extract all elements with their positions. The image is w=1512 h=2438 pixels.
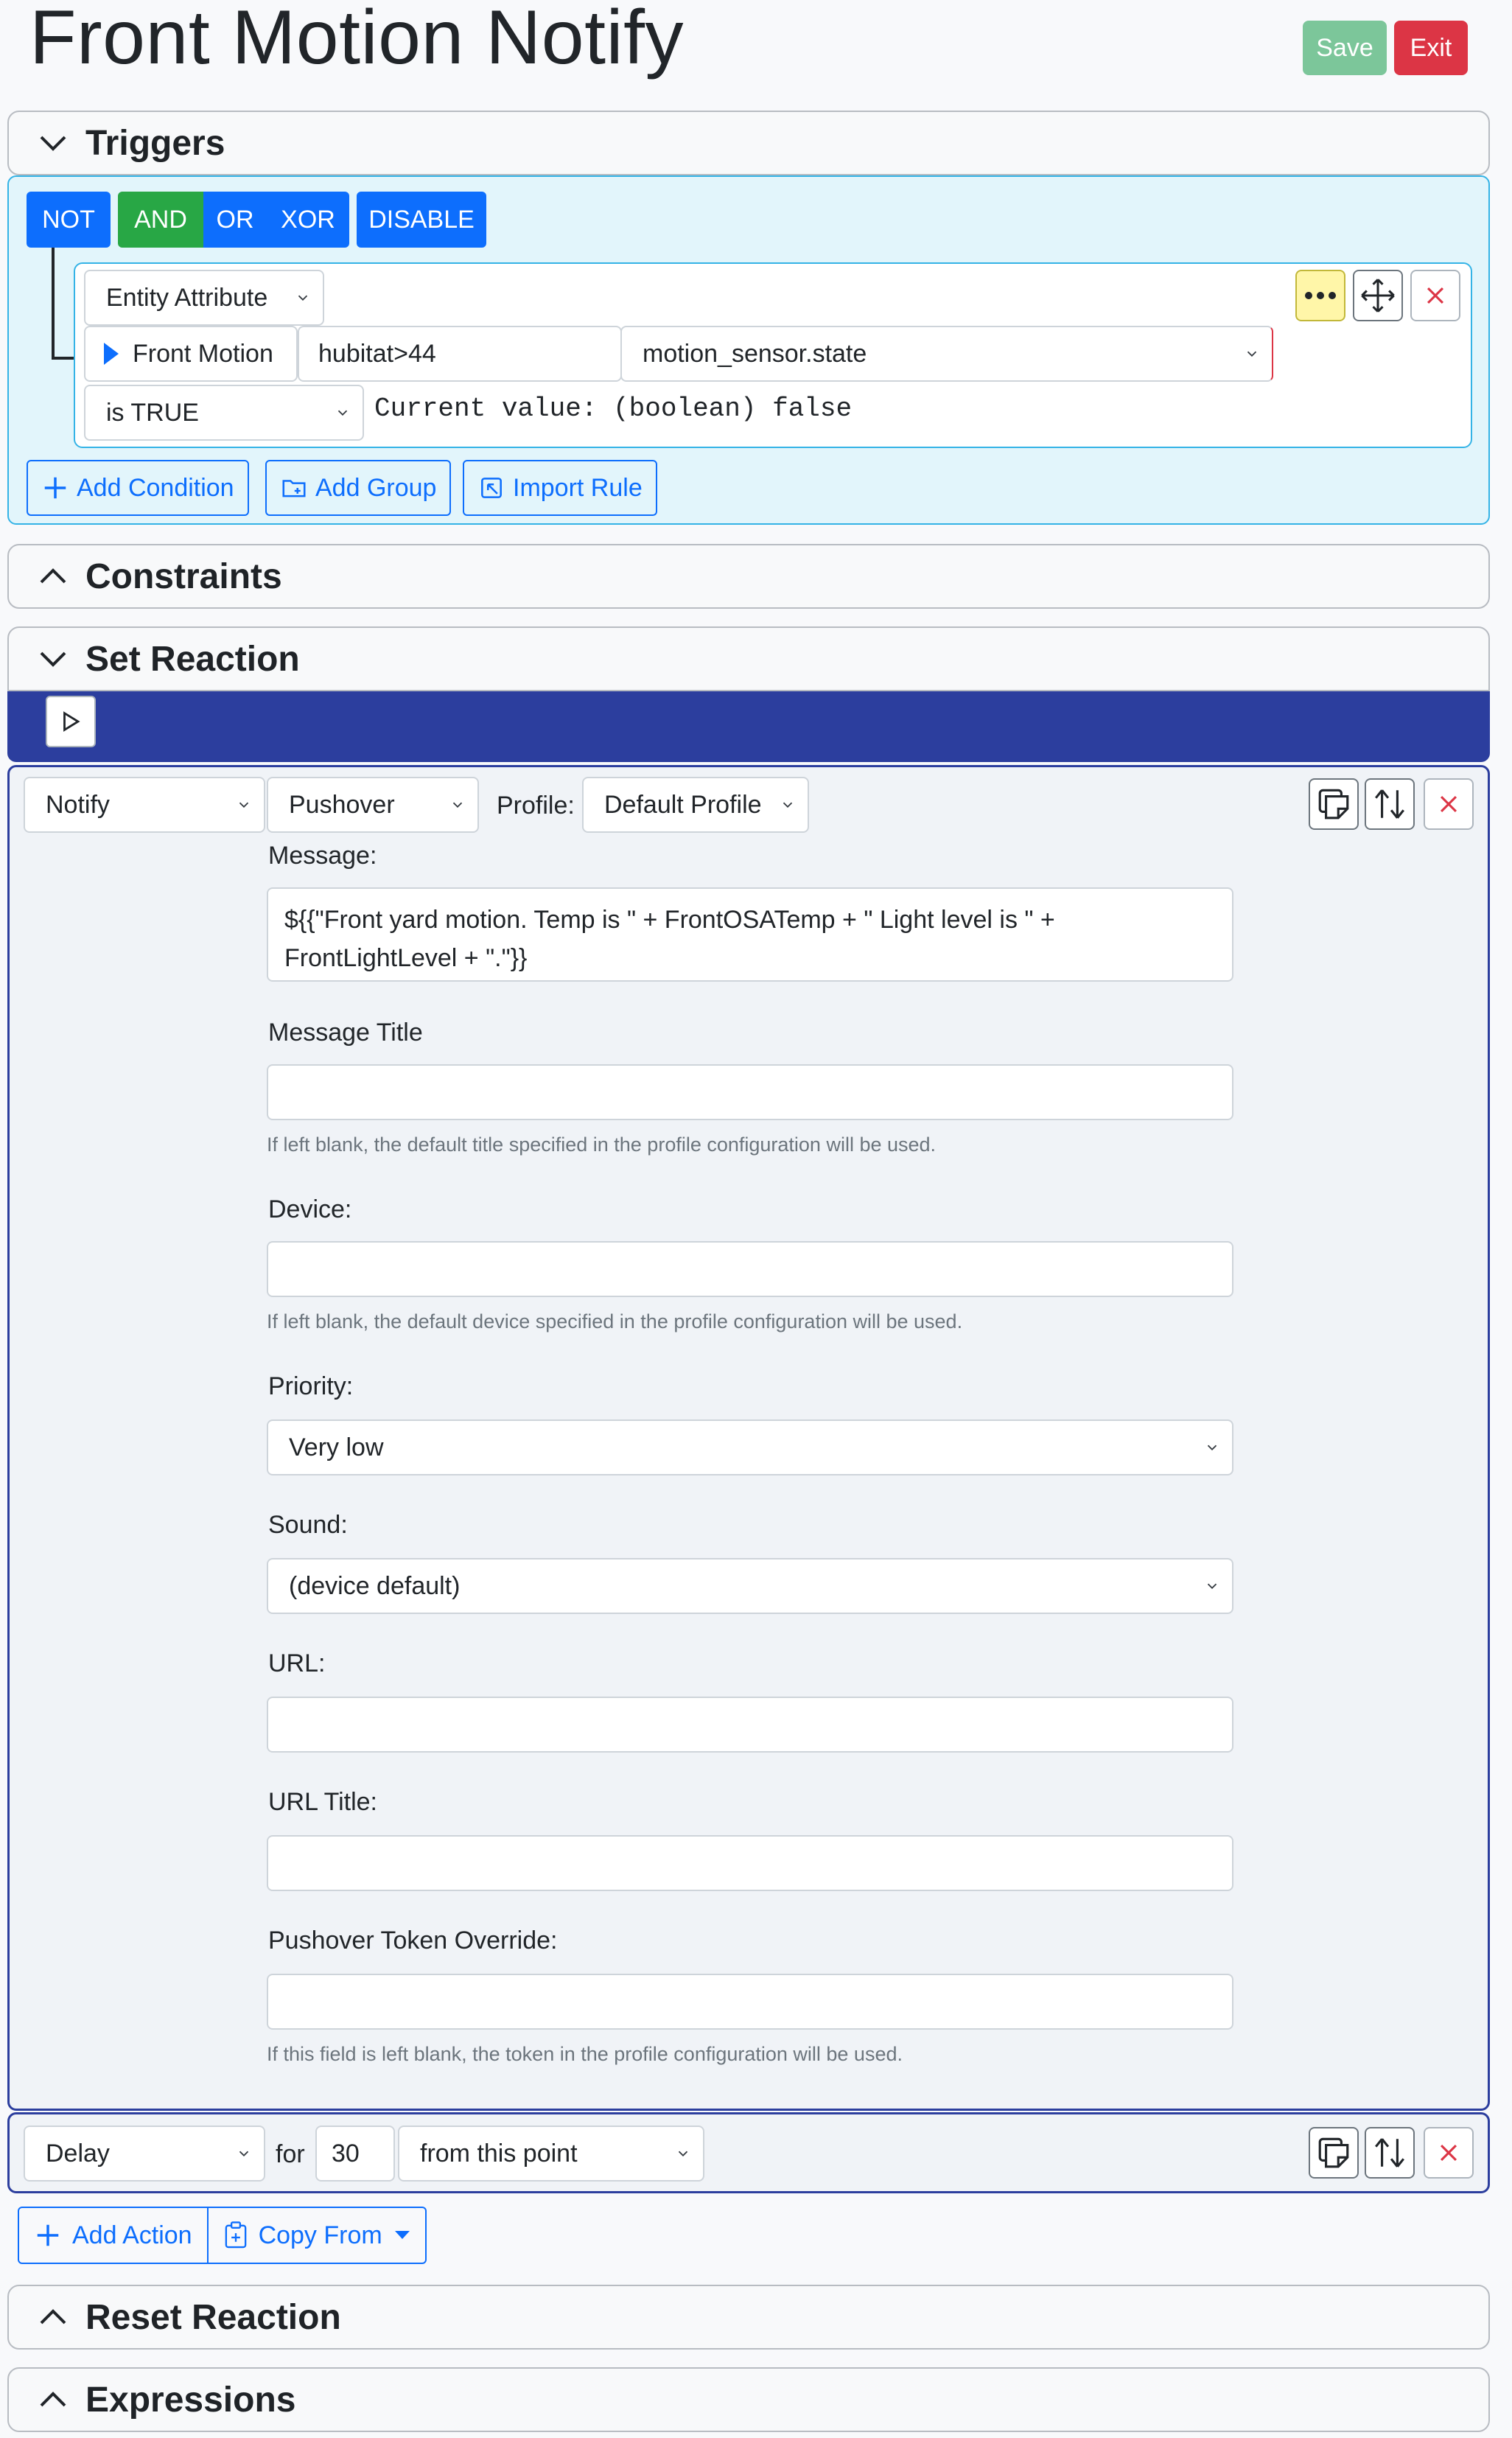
url-label: URL: <box>268 1649 326 1677</box>
chevron-down-icon <box>780 797 796 813</box>
url-input[interactable] <box>267 1697 1233 1753</box>
chevron-down-icon <box>335 405 351 421</box>
sort-arrows-icon <box>1371 786 1408 822</box>
reset-reaction-section-header[interactable] <box>7 2285 1490 2350</box>
plus-icon <box>41 474 69 502</box>
device-label: Device: <box>268 1195 352 1223</box>
entity-id-value: hubitat>44 <box>318 339 436 368</box>
chevron-down-icon <box>1204 1439 1220 1456</box>
import-rule-button[interactable] <box>463 460 657 516</box>
copy-from-label: Copy From <box>258 2221 382 2249</box>
entity-name: Front Motion <box>133 339 273 368</box>
attribute-value: motion_sensor.state <box>643 339 867 368</box>
url-title-label: URL Title: <box>268 1788 378 1816</box>
page-title: Front Motion Notify <box>29 0 685 80</box>
exit-button[interactable]: Exit <box>1394 21 1468 75</box>
device-input[interactable] <box>267 1241 1233 1297</box>
chevron-down-icon <box>236 797 252 813</box>
disable-button[interactable]: DISABLE <box>357 192 486 248</box>
constraints-section-header[interactable] <box>7 544 1490 609</box>
caret-right-icon <box>102 343 121 365</box>
ellipsis-icon <box>1304 291 1337 300</box>
add-group-button[interactable] <box>265 460 451 516</box>
expressions-section-header[interactable] <box>7 2367 1490 2432</box>
reorder-action-button[interactable] <box>1365 778 1415 830</box>
profile-select[interactable] <box>582 777 809 833</box>
delete-action-button[interactable] <box>1424 2127 1474 2179</box>
message-title-help: If left blank, the default title specified in the profile configuration will be used. <box>267 1134 937 1156</box>
chevron-down-icon <box>35 641 71 677</box>
run-reaction-button[interactable] <box>46 696 96 747</box>
save-button[interactable]: Save <box>1303 21 1387 75</box>
action-type-select[interactable] <box>24 777 265 833</box>
and-button[interactable]: AND <box>118 192 203 248</box>
priority-label: Priority: <box>268 1372 354 1400</box>
constraints-title: Constraints <box>85 556 282 596</box>
entity-picker[interactable] <box>84 326 298 382</box>
delay-type-value: Delay <box>46 2139 110 2168</box>
not-button[interactable]: NOT <box>27 192 111 248</box>
url-title-input[interactable] <box>267 1835 1233 1891</box>
set-reaction-section-header[interactable] <box>7 626 1490 691</box>
add-action-label: Add Action <box>72 2221 192 2249</box>
or-button[interactable]: OR <box>203 192 267 248</box>
chevron-up-icon <box>35 2382 71 2417</box>
delay-from-select[interactable] <box>398 2126 704 2182</box>
reaction-toolbar <box>7 691 1490 762</box>
chevron-down-icon <box>236 2145 252 2162</box>
delete-action-button[interactable] <box>1424 778 1474 830</box>
profile-label: Profile: <box>497 792 575 820</box>
chevron-down-icon <box>1204 1578 1220 1594</box>
clipboard-plus-icon <box>223 2221 248 2249</box>
expressions-title: Expressions <box>85 2380 296 2420</box>
condition-type-select[interactable] <box>84 270 324 326</box>
for-label: for <box>276 2140 305 2168</box>
attribute-select[interactable] <box>620 326 1273 382</box>
copy-icon <box>1315 786 1352 822</box>
folder-plus-icon <box>280 474 308 502</box>
play-icon <box>58 709 83 734</box>
delay-type-select[interactable] <box>24 2126 265 2182</box>
set-reaction-title: Set Reaction <box>85 639 300 679</box>
entity-id-field[interactable] <box>298 326 622 382</box>
add-action-group <box>18 2207 427 2264</box>
close-icon <box>1423 283 1448 308</box>
notify-method-select[interactable] <box>267 777 479 833</box>
plus-icon <box>34 2221 62 2249</box>
add-condition-button[interactable] <box>27 460 249 516</box>
delay-value-input[interactable]: 30 <box>315 2126 395 2182</box>
more-options-button[interactable] <box>1295 270 1345 321</box>
reset-reaction-title: Reset Reaction <box>85 2297 341 2337</box>
copy-icon <box>1315 2134 1352 2171</box>
move-button[interactable] <box>1353 270 1403 321</box>
priority-select[interactable] <box>267 1419 1233 1475</box>
current-value-text: Current value: (boolean) false <box>374 394 853 424</box>
sound-label: Sound: <box>268 1511 348 1539</box>
close-icon <box>1436 792 1461 817</box>
chevron-down-icon <box>675 2145 691 2162</box>
sort-arrows-icon <box>1371 2134 1408 2171</box>
message-textarea[interactable]: ${{"Front yard motion. Temp is " + FrontOSATemp + " Light level is " + FrontLightLevel + "."}} <box>267 887 1233 982</box>
import-rule-label: Import Rule <box>513 473 643 502</box>
tree-connector <box>52 357 77 360</box>
triggers-section-header[interactable] <box>7 111 1490 175</box>
add-group-label: Add Group <box>315 473 437 502</box>
chevron-up-icon <box>35 2299 71 2335</box>
copy-action-button[interactable] <box>1309 778 1359 830</box>
notify-method-value: Pushover <box>289 790 395 819</box>
close-icon <box>1436 2140 1461 2165</box>
sound-select[interactable] <box>267 1558 1233 1614</box>
copy-from-button[interactable] <box>209 2207 427 2264</box>
action-type-value: Notify <box>46 790 110 819</box>
message-title-label: Message Title <box>268 1019 423 1047</box>
add-action-button[interactable] <box>18 2207 209 2264</box>
token-override-help: If this field is left blank, the token in the profile configuration will be used. <box>267 2043 903 2065</box>
sound-value: (device default) <box>289 1571 461 1600</box>
copy-action-button[interactable] <box>1309 2127 1359 2179</box>
chevron-down-icon <box>1244 346 1260 362</box>
chevron-up-icon <box>35 559 71 594</box>
triggers-title: Triggers <box>85 123 225 163</box>
message-label: Message: <box>268 842 377 870</box>
import-icon <box>477 474 505 502</box>
delay-from-value: from this point <box>420 2139 578 2168</box>
operator-value: is TRUE <box>106 398 199 427</box>
xor-button[interactable]: XOR <box>267 192 349 248</box>
operator-select[interactable] <box>84 385 364 441</box>
add-condition-label: Add Condition <box>77 473 234 502</box>
message-title-input[interactable] <box>267 1064 1233 1120</box>
delete-condition-button[interactable] <box>1410 270 1460 321</box>
token-override-label: Pushover Token Override: <box>268 1927 558 1955</box>
device-help: If left blank, the default device specified in the profile configuration will be used. <box>267 1310 963 1332</box>
token-override-input[interactable] <box>267 1974 1233 2030</box>
chevron-down-icon <box>449 797 466 813</box>
caret-down-icon <box>394 2230 410 2240</box>
tree-connector <box>52 248 55 360</box>
move-icon <box>1359 276 1397 315</box>
reorder-action-button[interactable] <box>1365 2127 1415 2179</box>
chevron-down-icon <box>295 290 311 306</box>
condition-type-value: Entity Attribute <box>106 283 268 312</box>
chevron-down-icon <box>35 125 71 161</box>
profile-value: Default Profile <box>604 790 762 819</box>
priority-value: Very low <box>289 1433 384 1461</box>
